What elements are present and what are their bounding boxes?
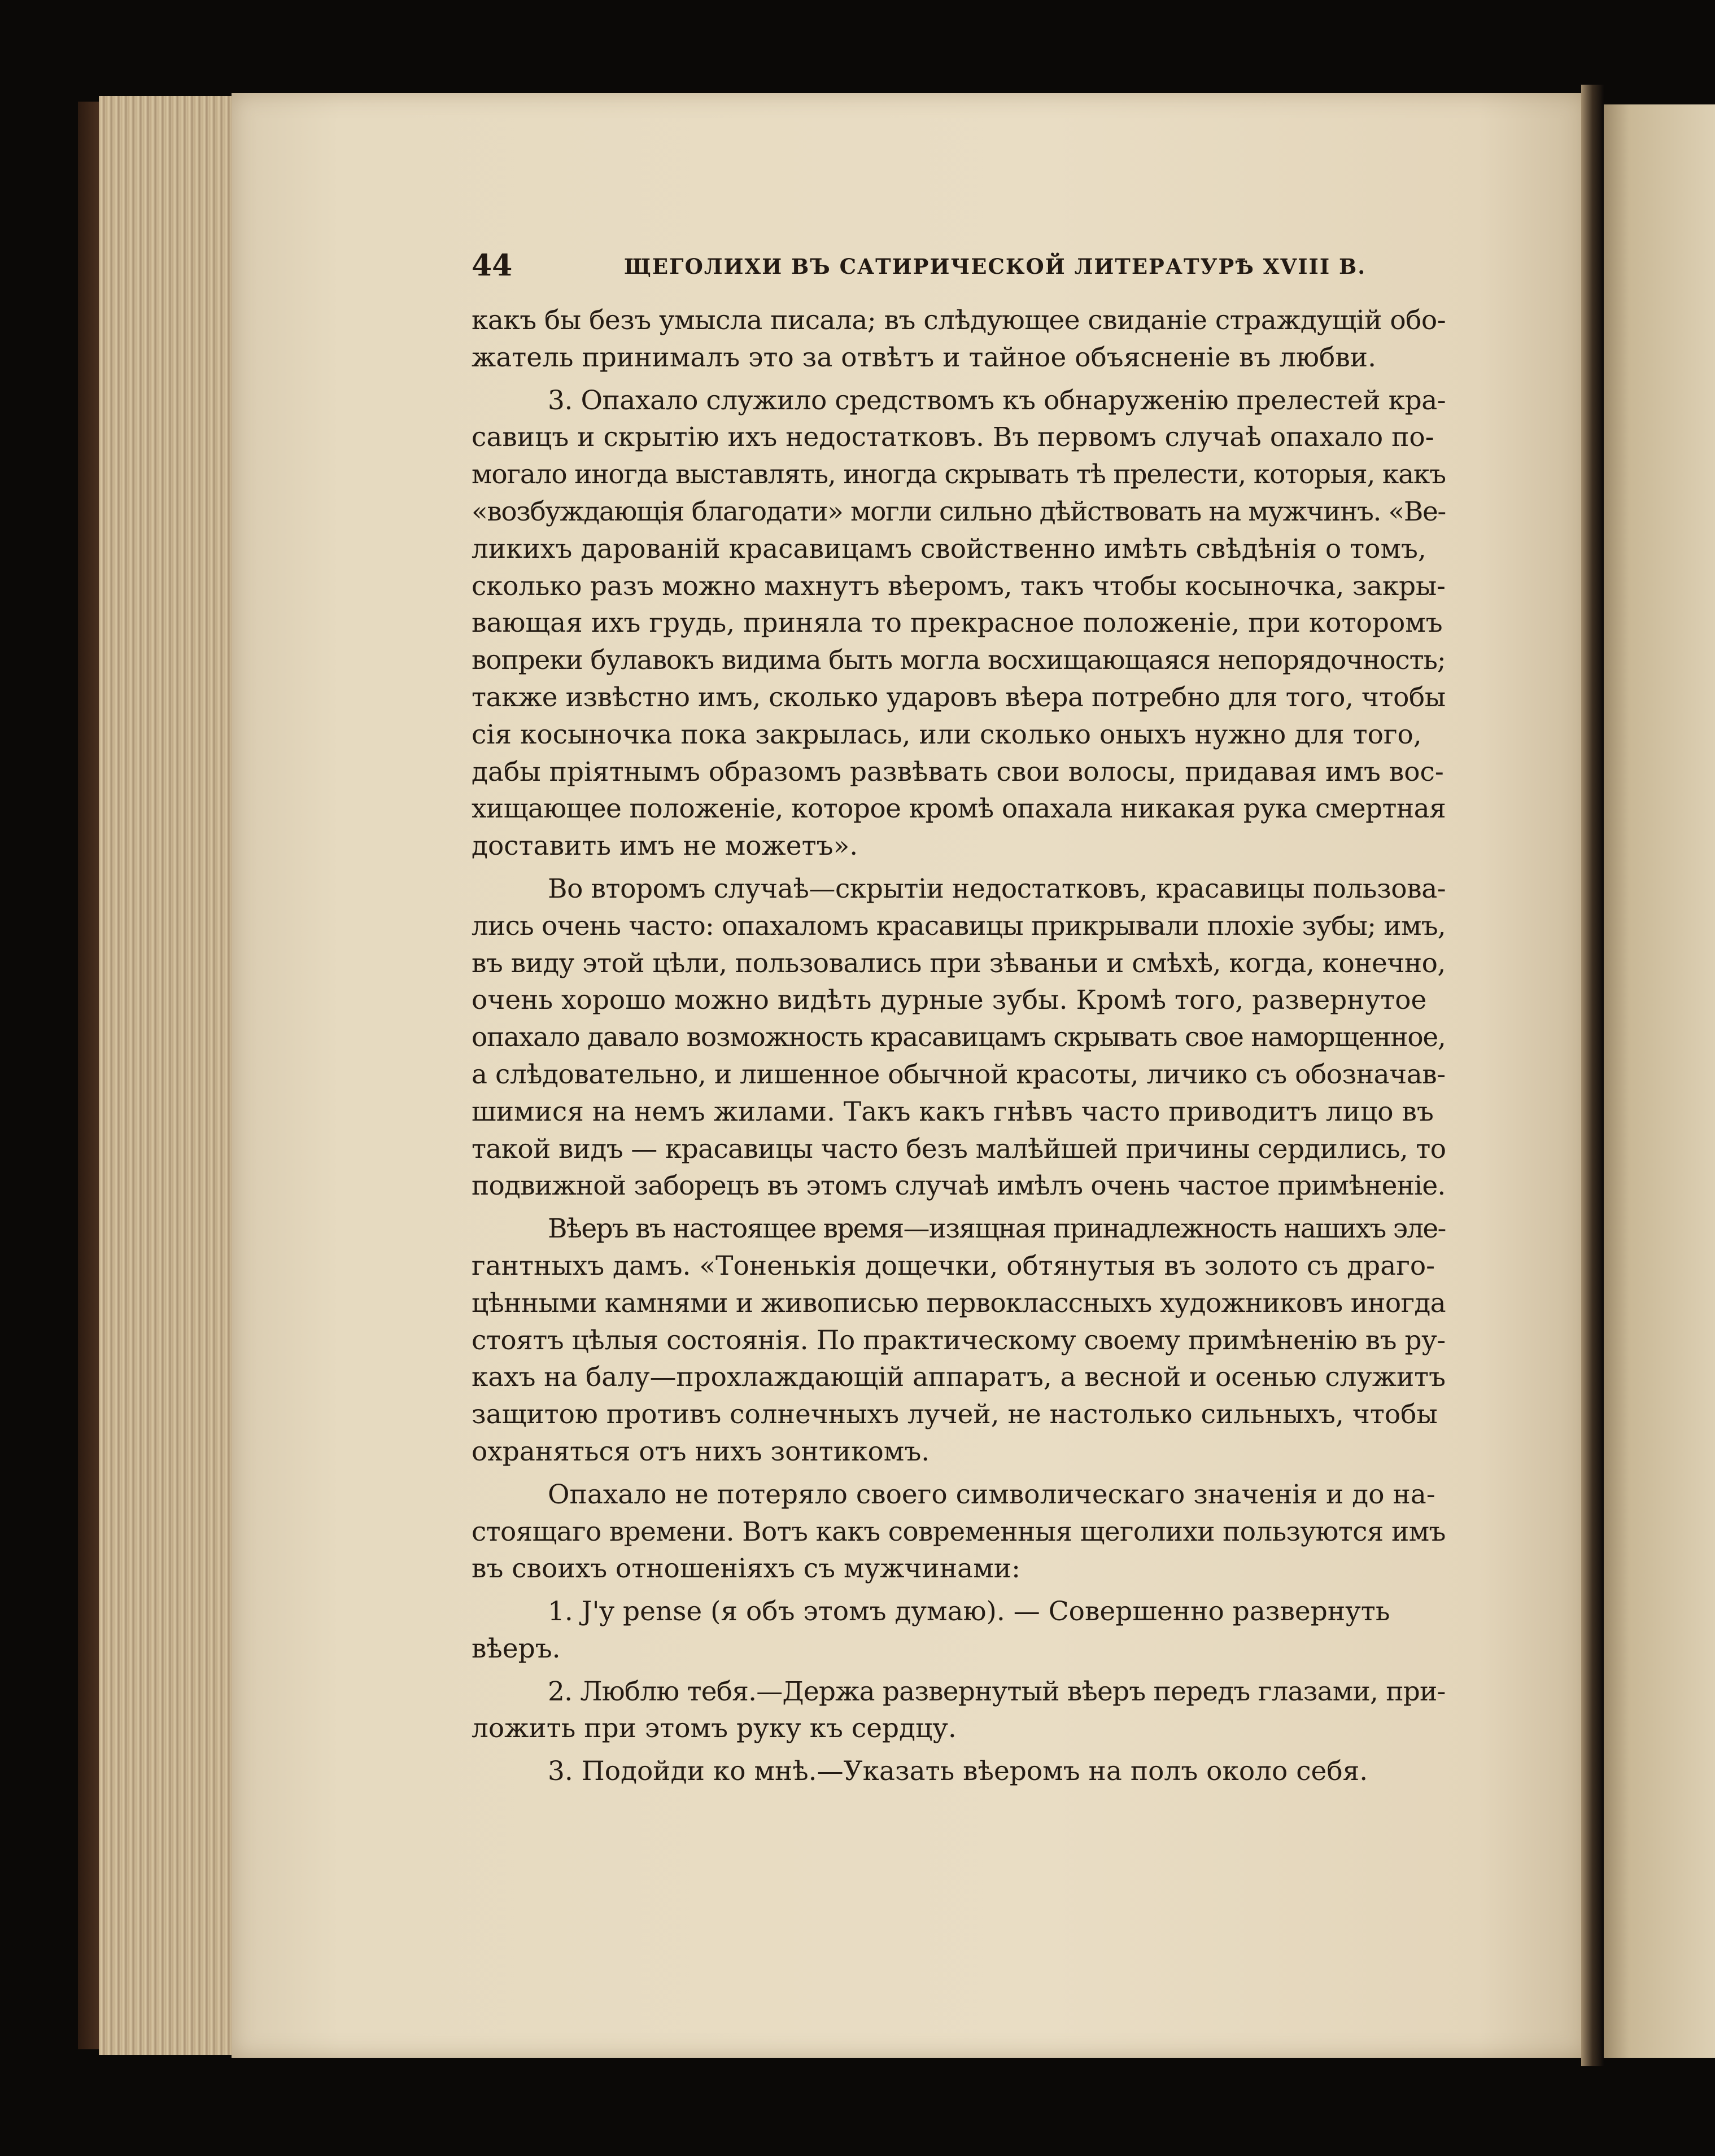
text-line: также извѣстно имъ, сколько ударовъ вѣера потребно для того, чтобы (472, 681, 1446, 713)
paragraph (472, 871, 1446, 1205)
paragraph (472, 382, 1446, 865)
paragraph (472, 1476, 1446, 1588)
text-line: вѣеръ. (472, 1633, 561, 1664)
text-line: 1. J'y pense (я объ этомъ думаю). — Совершенно развернуть (548, 1596, 1390, 1628)
text-line: ложить при этомъ руку къ сердцу. (472, 1713, 957, 1744)
text-line: подвижной заборецъ въ этомъ случаѣ имѣлъ очень частое примѣненіе. (472, 1170, 1446, 1202)
text-line: жатель принималъ это за отвѣтъ и тайное объясненіе въ любви. (472, 342, 1377, 373)
text-line: 3. Подойди ко мнѣ.—Указать вѣеромъ на полъ около себя. (548, 1756, 1368, 1787)
paragraph (472, 1673, 1446, 1748)
page-body (472, 302, 1446, 1790)
text-line: въ виду этой цѣли, пользовались при зѣваньи и смѣхѣ, когда, конечно, (472, 947, 1446, 979)
text-line: доставить имъ не можетъ». (472, 830, 858, 862)
paragraph (472, 1753, 1446, 1790)
text-line: Во второмъ случаѣ—скрытіи недостатковъ, красавицы пользова- (548, 873, 1446, 904)
text-line: защитою противъ солнечныхъ лучей, не настолько сильныхъ, чтобы (472, 1399, 1438, 1431)
text-line: вающая ихъ грудь, приняла то прекрасное положеніе, при которомъ (472, 607, 1443, 639)
text-line: 2. Люблю тебя.—Держа развернутый вѣеръ передъ глазами, при- (548, 1676, 1446, 1707)
text-line: могало иногда выставлять, иногда скрывать тѣ прелести, которыя, какъ (472, 459, 1446, 491)
text-line: хищающее положеніе, которое кромѣ опахала никакая рука смертная (472, 793, 1446, 825)
text-line: 3. Опахало служило средствомъ къ обнаруженію прелестей кра- (548, 384, 1446, 416)
text-line: въ своихъ отношеніяхъ съ мужчинами: (472, 1553, 1020, 1585)
page-number: 44 (472, 248, 513, 283)
text-line: цѣнными камнями и живописью первоклассныхъ художниковъ иногда (472, 1287, 1446, 1319)
running-title: ЩЕГОЛИХИ ВЪ САТИРИЧЕСКОЙ ЛИТЕРАТУРѢ XVIII В. (624, 254, 1367, 279)
text-line: вопреки булавокъ видима быть могла восхищающаяся непорядочность; (472, 645, 1446, 676)
text-line: шимися на немъ жилами. Такъ какъ гнѣвъ часто приводитъ лицо въ (472, 1096, 1434, 1127)
text-line: «возбуждающія благодати» могли сильно дѣйствовать на мужчинъ. «Ве- (472, 496, 1446, 527)
facing-page-edge (1592, 104, 1715, 2058)
page-stack-edge (99, 96, 234, 2055)
text-line: стоятъ цѣлыя состоянія. По практическому своему примѣненію въ ру- (472, 1324, 1446, 1356)
text-line: сколько разъ можно махнутъ вѣеромъ, такъ чтобы косыночка, закры- (472, 570, 1446, 602)
text-line: Вѣеръ въ настоящее время—изящная принадлежность нашихъ эле- (548, 1213, 1446, 1245)
text-line: савицъ и скрытію ихъ недостатковъ. Въ первомъ случаѣ опахало по- (472, 422, 1434, 453)
text-line: какъ бы безъ умысла писала; въ слѣдующее свиданіе страждущій обо- (472, 305, 1446, 336)
paragraph (472, 1593, 1446, 1668)
text-line: такой видъ — красавицы часто безъ малѣйшей причины сердились, то (472, 1133, 1446, 1165)
text-line: опахало давало возможность красавицамъ скрывать свое наморщенное, (472, 1022, 1446, 1053)
text-line: а слѣдовательно, и лишенное обычной красоты, личико съ обозначав- (472, 1059, 1446, 1090)
text-line: ликихъ дарованій красавицамъ свойственно имѣть свѣдѣнія о томъ, (472, 533, 1426, 565)
text-line: стоящаго времени. Вотъ какъ современныя щеголихи пользуются имъ (472, 1516, 1446, 1547)
text-line: охраняться отъ нихъ зонтикомъ. (472, 1436, 930, 1467)
text-line: Опахало не потеряло своего символическаго значенія и до на- (548, 1479, 1435, 1510)
text-line: сія косыночка пока закрылась, или сколько оныхъ нужно для того, (472, 719, 1422, 750)
text-line: дабы пріятнымъ образомъ развѣвать свои волосы, придавая имъ вос- (472, 756, 1444, 788)
text-line: лись очень часто: опахаломъ красавицы прикрывали плохіе зубы; имъ, (472, 910, 1446, 942)
text-line: гантныхъ дамъ. «Тоненькія дощечки, обтянутыя въ золото съ драго- (472, 1250, 1435, 1282)
paragraph (472, 302, 1446, 377)
book-gutter (1581, 85, 1604, 2066)
text-line: очень хорошо можно видѣть дурные зубы. Кромѣ того, развернутое (472, 985, 1427, 1016)
page-header (472, 248, 1367, 288)
text-line: кахъ на балу—прохлаждающій аппаратъ, а весной и осенью служитъ (472, 1362, 1446, 1393)
paragraph (472, 1210, 1446, 1471)
